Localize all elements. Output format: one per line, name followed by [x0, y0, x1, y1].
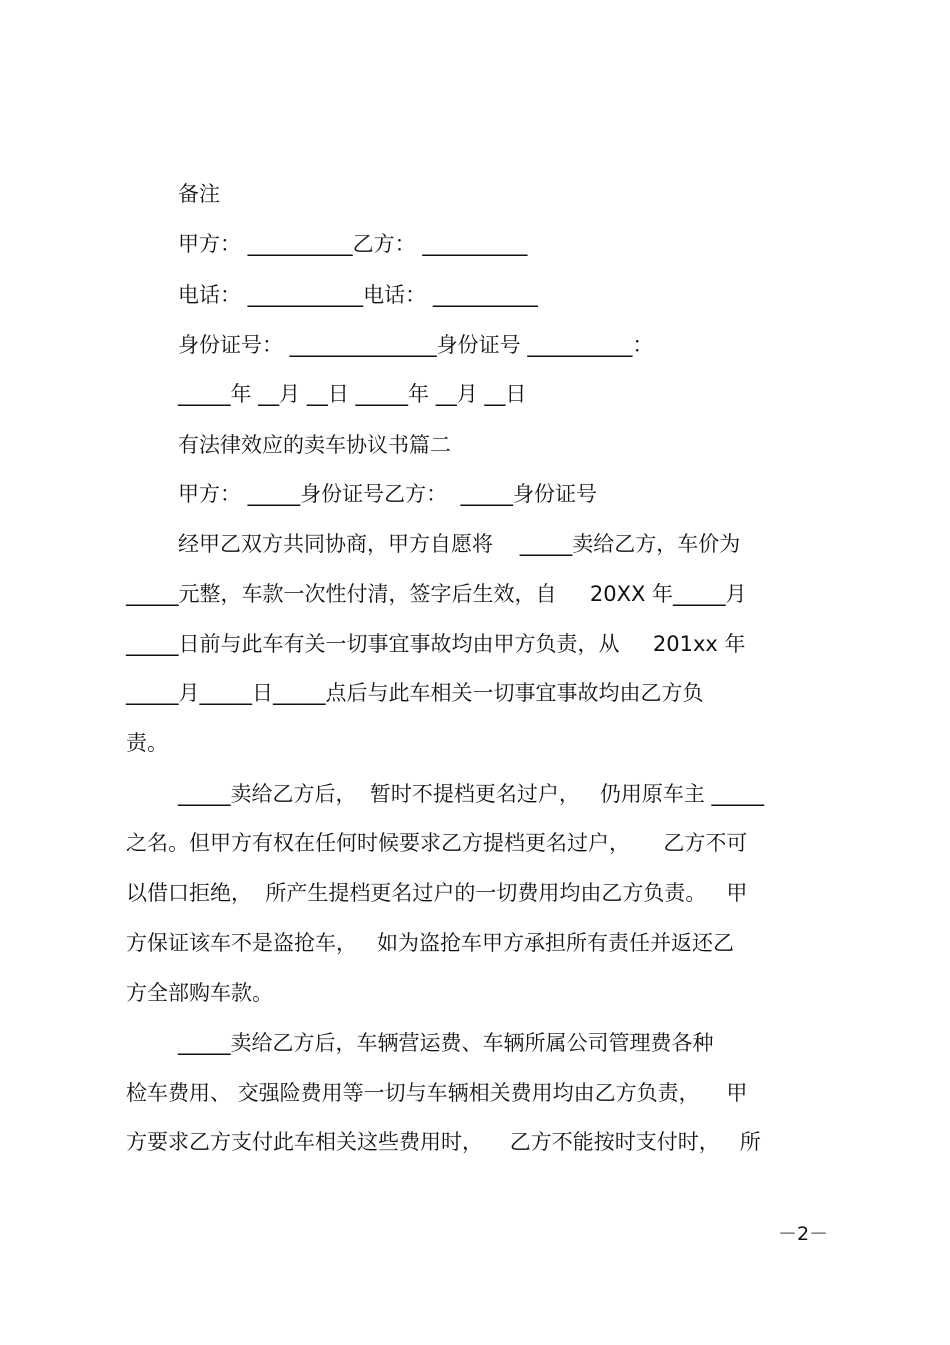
body-text-line: 方要求乙方支付此车相关这些费用时， 乙方不能按时支付时， 所 [126, 1130, 761, 1154]
body-text-line: 经甲乙双方共同协商，甲方自愿将 _____卖给乙方，车价为 [178, 532, 741, 556]
body-text-line: _____日前与此车有关一切事宜事故均由甲方负责，从 201xx 年 [126, 632, 746, 656]
body-text-line: 方保证该车不是盗抢车， 如为盗抢车甲方承担所有责任并返还乙 [126, 931, 735, 955]
section-title: 有法律效应的卖车协议书篇二 [178, 433, 451, 457]
body-text-line: 以借口拒绝， 所产生提档更名过户的一切费用均由乙方负责。 甲 [126, 881, 748, 905]
body-text-line: 责。 [126, 731, 168, 755]
body-text-line: _____月_____日_____点后与此车相关一切事宜事故均由乙方负 [126, 681, 704, 705]
body-text-line: 之名。但甲方有权在任何时候要求乙方提档更名过户， 乙方不可 [126, 831, 748, 855]
date-line: _____年 __月 __日 _____年 __月 __日 [178, 382, 527, 406]
page-number: －2－ [778, 1223, 829, 1245]
id-number-line: 身份证号： ______________身份证号 __________： [178, 333, 654, 357]
body-text-line: _____卖给乙方后， 暂时不提档更名过户， 仍用原车主 _____ [178, 782, 765, 806]
phone-line: 电话： ___________电话： __________ [178, 283, 538, 307]
note-heading: 备注 [178, 182, 220, 206]
party-id-line: 甲方： _____身份证号乙方： _____身份证号 [178, 482, 598, 506]
body-text-line: _____卖给乙方后，车辆营运费、车辆所属公司管理费各种 [178, 1031, 714, 1055]
body-text-line: _____元整，车款一次性付清，签字后生效，自 20XX 年_____月 [126, 582, 747, 606]
body-text-line: 方全部购车款。 [126, 981, 273, 1005]
party-line: 甲方： __________乙方： __________ [178, 232, 528, 256]
body-text-line: 检车费用、 交强险费用等一切与车辆相关费用均由乙方负责， 甲 [126, 1081, 748, 1105]
